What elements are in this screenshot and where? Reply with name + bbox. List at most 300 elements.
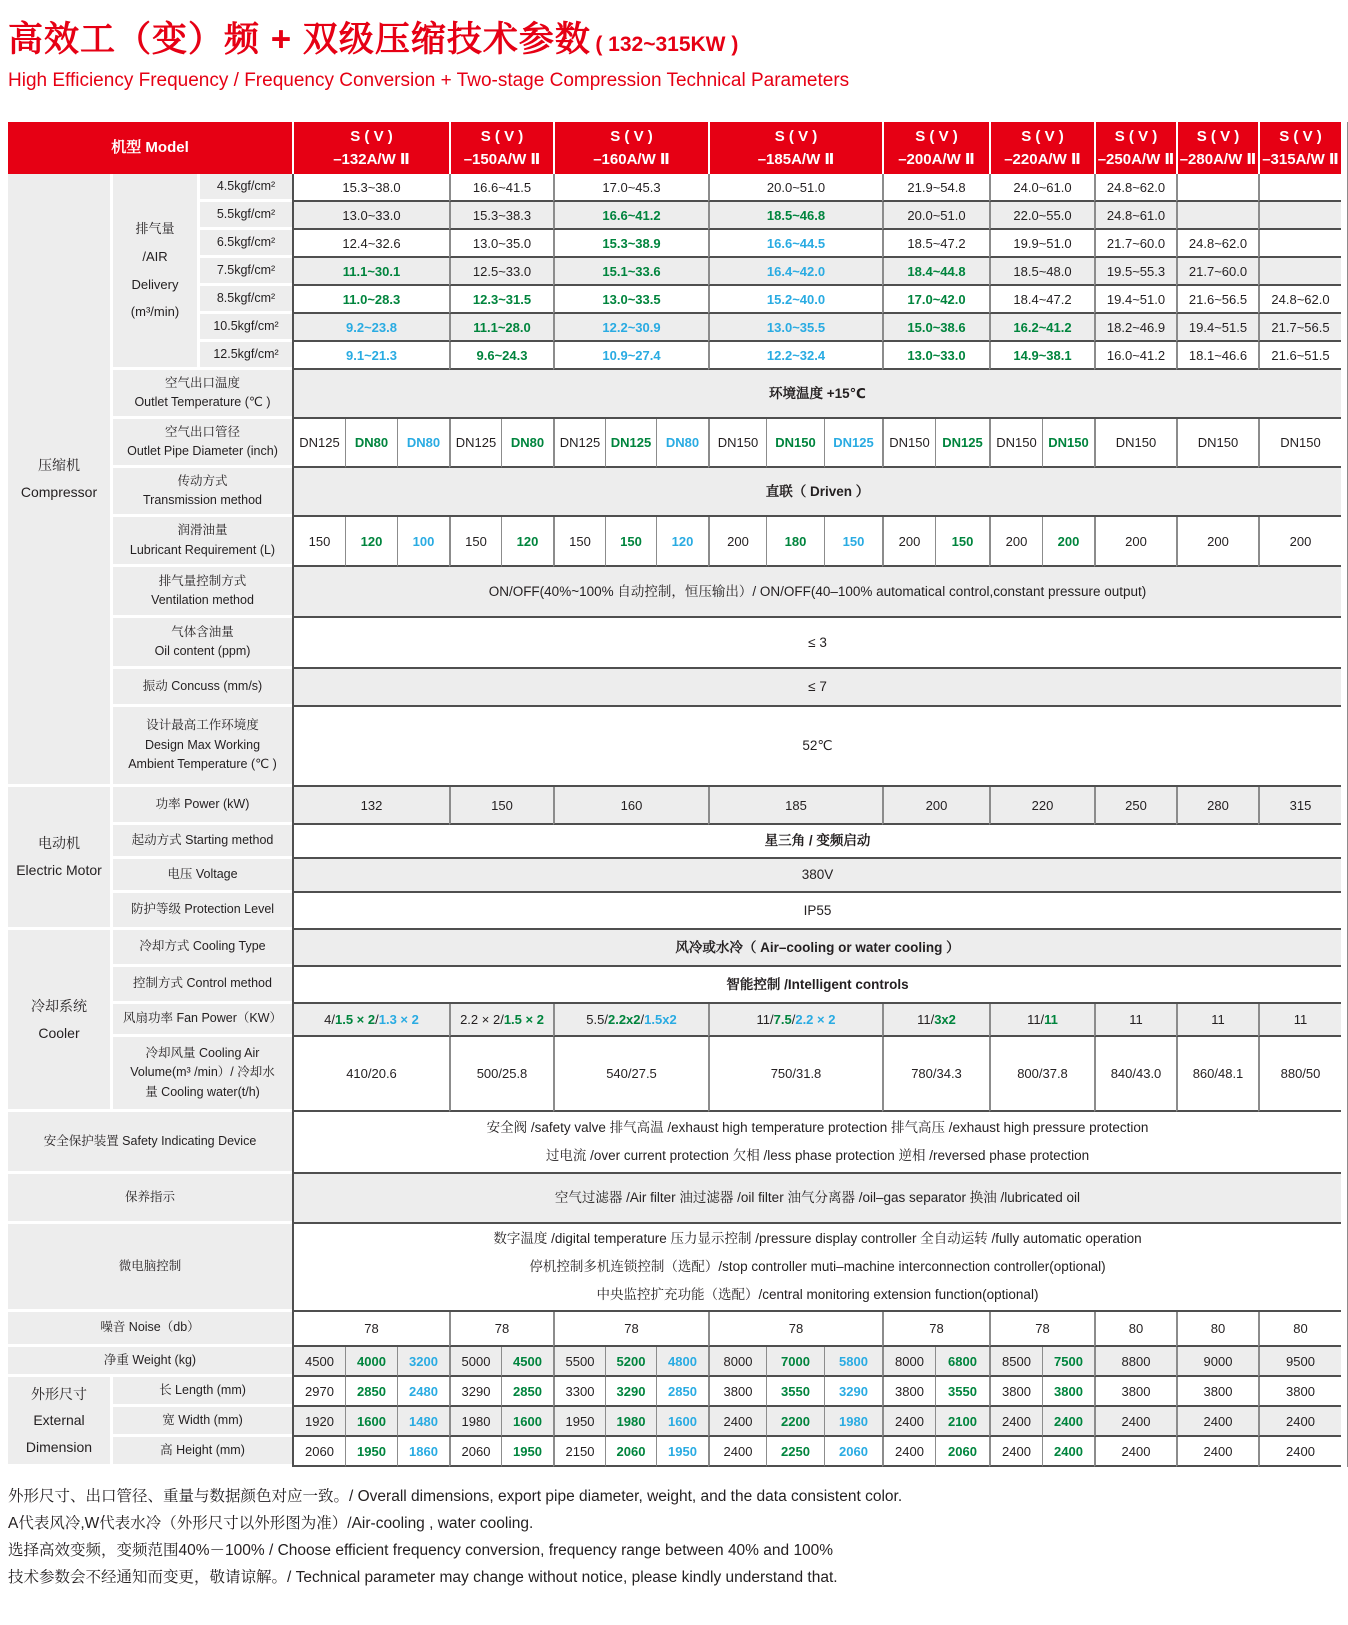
cell-value <box>668 1384 697 1399</box>
cell-lubricant-160-2 <box>656 517 708 567</box>
pressure-label-text: 7.5kgf/cm² <box>216 262 276 277</box>
value-segment: DN125 <box>559 435 601 450</box>
model-column-header-150 <box>449 122 553 174</box>
cell-value <box>785 534 807 549</box>
cell-weight-220-0 <box>989 1347 1042 1377</box>
value-segment: 21.9~54.8 <box>907 179 966 195</box>
cell-value <box>1271 320 1329 335</box>
text-line: 压缩机 <box>38 457 80 474</box>
cell-value <box>1035 1321 1049 1336</box>
spec-table <box>8 122 1348 1467</box>
value-segment: DN125 <box>455 435 497 450</box>
cell-value <box>1107 264 1165 279</box>
model-header-cell <box>8 122 292 174</box>
value-segment: 2400 <box>1002 1443 1031 1459</box>
cell-length-185-0 <box>708 1377 766 1407</box>
pressure-label-text: 8.5kgf/cm² <box>216 290 276 305</box>
cell-air-5-5-185 <box>708 202 882 230</box>
text-line: 环境温度 +15℃ <box>769 385 866 401</box>
cell-value <box>843 534 865 549</box>
cell-value <box>409 1414 438 1429</box>
cell-air-12-5-280 <box>1176 342 1258 370</box>
row-label-power <box>110 787 292 825</box>
cell-pipe-diameter-132-0 <box>292 419 345 468</box>
cell-weight-132-0 <box>292 1347 345 1377</box>
cell-value <box>1054 1444 1083 1459</box>
value-segment: 21.7~60.0 <box>1188 263 1248 279</box>
cell-value <box>767 320 825 335</box>
cell-value <box>462 1354 491 1369</box>
row-label-lubricant <box>110 517 292 567</box>
cell-value <box>1054 1354 1083 1369</box>
text-line: 排气量 <box>135 220 175 236</box>
cell-length-250-0 <box>1094 1377 1176 1407</box>
cell-width-160-1 <box>605 1407 656 1437</box>
value-segment: 78 <box>929 1321 944 1336</box>
cell-value <box>602 264 660 279</box>
cell-power-220 <box>989 787 1094 825</box>
cell-value <box>1002 1384 1031 1399</box>
category-label-power <box>8 787 110 930</box>
value-segment: 280 <box>1207 797 1229 813</box>
cell-value <box>413 534 435 549</box>
cell-value <box>513 1354 542 1369</box>
value-segment: 200 <box>1289 533 1312 549</box>
cell-value <box>1294 1012 1308 1027</box>
value-segment: 21.6~56.5 <box>1188 291 1248 307</box>
cell-value <box>1290 798 1312 813</box>
cell-air-12-5-315 <box>1258 342 1341 370</box>
cell-value <box>1017 1066 1068 1081</box>
value-segment: 1600 <box>668 1413 697 1429</box>
value-segment: 13.0~35.0 <box>472 235 532 251</box>
cell-value <box>343 264 400 279</box>
value-segment: 78 <box>788 1321 804 1336</box>
value-segment: 1980 <box>616 1413 646 1429</box>
row-label-pipe-diameter <box>110 419 292 468</box>
value-segment: 2850 <box>513 1383 542 1399</box>
pressure-label-text: 6.5kgf/cm² <box>216 234 276 249</box>
cell-air-8-5-220 <box>989 286 1094 314</box>
cell-value <box>1111 1066 1162 1081</box>
cell-weight-315-0 <box>1258 1347 1341 1377</box>
cell-value <box>473 208 531 223</box>
cell-value <box>785 798 807 813</box>
value-segment: 22.0~55.0 <box>1013 207 1072 223</box>
cell-value <box>511 435 544 450</box>
cell-value <box>357 1444 386 1459</box>
cell-value <box>309 534 331 549</box>
model-series-label: S ( V ) <box>1279 127 1322 145</box>
cell-value <box>781 1354 810 1369</box>
cell-lubricant-150-1 <box>501 517 553 567</box>
model-number-label: –160A/W Ⅱ <box>593 151 670 168</box>
cell-value <box>566 1384 595 1399</box>
cell-value <box>357 1354 386 1369</box>
cell-weight-185-2 <box>824 1347 882 1377</box>
cell-lubricant-132-0 <box>292 517 345 567</box>
text-line: /AIR <box>142 248 168 264</box>
value-segment: 200 <box>925 797 948 813</box>
pressure-label-text: 12.5kgf/cm² <box>213 346 279 361</box>
page-title-zh: 高效工（变）频 + 双级压缩技术参数 <box>8 20 591 59</box>
cell-weight-185-0 <box>708 1347 766 1377</box>
cell-starting-method <box>292 825 1341 859</box>
note-line: A代表风冷,W代表水冷（外形尺寸以外形图为准）/Air-cooling , water cooling. <box>8 1515 534 1533</box>
text-line: 空气出口温度 <box>164 375 240 390</box>
cell-value <box>560 435 600 450</box>
cell-width-185-1 <box>766 1407 824 1437</box>
cell-value <box>1125 798 1147 813</box>
value-segment: 180 <box>784 533 807 549</box>
text-line: 润滑油量 <box>177 523 228 538</box>
value-segment: 1920 <box>305 1413 334 1429</box>
text-line: Ventilation method <box>151 593 254 607</box>
cell-value <box>357 1414 386 1429</box>
cell-lubricant-185-1 <box>766 517 824 567</box>
cell-air-8-5-150 <box>449 286 553 314</box>
value-segment: 315 <box>1289 797 1312 813</box>
cell-cooling-air-volume-200 <box>882 1037 989 1112</box>
cell-air-12-5-132 <box>292 342 449 370</box>
cell-value <box>1189 320 1247 335</box>
value-segment: 20.0~51.0 <box>907 207 966 223</box>
cell-pipe-diameter-280-0 <box>1176 419 1258 468</box>
cell-value <box>1204 1384 1233 1399</box>
value-segment: 3800 <box>1121 1383 1151 1399</box>
cell-air-8-5-185 <box>708 286 882 314</box>
cell-value <box>1013 320 1071 335</box>
cell-noise-132 <box>292 1312 449 1347</box>
value-segment: 2060 <box>616 1443 646 1459</box>
row-label-cooling-type <box>110 930 292 967</box>
value-segment: 9000 <box>1203 1353 1233 1369</box>
cell-width-220-1 <box>1042 1407 1094 1437</box>
model-column-header-200 <box>882 122 989 174</box>
cell-value <box>1286 1414 1315 1429</box>
cell-value <box>342 236 400 251</box>
value-segment: 200 <box>898 533 921 549</box>
cell-air-6-5-160 <box>553 230 708 258</box>
value-segment: 160 <box>620 797 643 813</box>
cell-length-150-0 <box>449 1377 501 1407</box>
value-segment: DN150 <box>1115 435 1157 450</box>
cell-weight-160-2 <box>656 1347 708 1377</box>
value-segment: 200 <box>1005 533 1028 549</box>
value-segment: 80 <box>1210 1321 1226 1336</box>
value-segment: 15.1~33.6 <box>602 263 661 279</box>
cell-weight-200-1 <box>935 1347 989 1377</box>
cell-value <box>1204 1354 1233 1369</box>
cell-value <box>495 1321 509 1336</box>
cell-length-220-1 <box>1042 1377 1094 1407</box>
cell-value <box>781 1414 810 1429</box>
model-column-header-220 <box>989 122 1094 174</box>
value-segment: 880/50 <box>1280 1066 1321 1081</box>
value-segment: 2060 <box>948 1443 977 1459</box>
value-segment: 12.2~32.4 <box>766 347 826 363</box>
value-segment: 860/48.1 <box>1192 1066 1244 1081</box>
cell-length-132-1 <box>345 1377 397 1407</box>
cell-cooling-air-volume-150 <box>449 1037 553 1112</box>
page-title <box>8 12 1348 62</box>
cell-value <box>926 798 948 813</box>
value-segment: 2850 <box>668 1383 697 1399</box>
value-segment: 120 <box>516 533 539 549</box>
cell-width-132-0 <box>292 1407 345 1437</box>
cell-air-8-5-315 <box>1258 286 1341 314</box>
value-segment: 3290 <box>461 1383 491 1399</box>
cell-value <box>1006 534 1028 549</box>
cell-value <box>409 1384 438 1399</box>
text-line: 净重 Weight (kg) <box>103 1352 197 1367</box>
value-segment: 21.6~51.5 <box>1271 347 1330 363</box>
cell-value <box>606 1066 657 1081</box>
text-line: 起动方式 Starting method <box>131 832 274 847</box>
cell-value <box>566 1414 595 1429</box>
cell-weight-150-1 <box>501 1347 553 1377</box>
cell-weight-160-0 <box>553 1347 605 1377</box>
text-line: 安全阀 /safety valve 排气高温 /exhaust high temperature protection 排气高压 /exhaust high pressure protection <box>486 1120 1149 1136</box>
cell-width-160-0 <box>553 1407 605 1437</box>
value-segment: 12.3~31.5 <box>472 291 532 307</box>
text-line: Design Max Working <box>144 737 261 752</box>
cell-air-12-5-150 <box>449 342 553 370</box>
cell-value <box>342 208 400 223</box>
value-segment: 150 <box>842 533 865 549</box>
model-column-header-160 <box>553 122 708 174</box>
row-label-fan-power <box>110 1004 292 1037</box>
cell-width-315-0 <box>1258 1407 1341 1437</box>
value-segment: 9500 <box>1286 1353 1315 1369</box>
cell-weight-185-1 <box>766 1347 824 1377</box>
value-segment: 2400 <box>1203 1413 1233 1429</box>
cell-value <box>907 180 965 195</box>
value-segment: 12.2~30.9 <box>602 319 661 335</box>
row-label-microcomputer <box>8 1224 292 1312</box>
cell-height-132-2 <box>397 1437 449 1467</box>
value-segment: 78 <box>1035 1321 1050 1336</box>
value-segment: 410/20.6 <box>346 1066 397 1081</box>
value-segment: 18.4~44.8 <box>907 263 966 279</box>
cell-value <box>668 1354 697 1369</box>
cell-value <box>839 1384 868 1399</box>
value-segment: 11 <box>1211 1012 1225 1027</box>
text-line: 高 Height (mm) <box>160 1442 245 1457</box>
cell-pipe-diameter-185-0 <box>708 419 766 468</box>
value-segment: 2100 <box>948 1413 977 1429</box>
text-line: 冷却系统 <box>31 997 87 1014</box>
cell-value <box>1013 208 1071 223</box>
cell-air-5-5-220 <box>989 202 1094 230</box>
value-segment: 11.1~30.1 <box>342 263 401 279</box>
cell-value <box>1002 1354 1031 1369</box>
cell-fan-power-132 <box>292 1004 449 1037</box>
value-segment: 200 <box>727 533 749 549</box>
cell-value <box>343 292 400 307</box>
cell-fan-power-185 <box>708 1004 882 1037</box>
cell-weight-132-1 <box>345 1347 397 1377</box>
text-line: Lubricant Requirement (L) <box>129 542 276 557</box>
cell-air-5-5-132 <box>292 202 449 230</box>
value-segment: 17.0~45.3 <box>602 179 661 195</box>
value-segment: 11/ <box>1027 1012 1045 1027</box>
value-segment: 800/37.8 <box>1017 1066 1068 1081</box>
cell-width-132-1 <box>345 1407 397 1437</box>
cell-air-4-5-315 <box>1258 174 1341 202</box>
value-segment: 8000 <box>895 1353 924 1369</box>
value-segment: 2060 <box>305 1443 334 1459</box>
pressure-label-air-4-5 <box>197 174 292 202</box>
text-line: 长 Length (mm) <box>159 1382 246 1397</box>
cell-length-185-2 <box>824 1377 882 1407</box>
cell-air-6-5-220 <box>989 230 1094 258</box>
cell-value <box>460 1012 544 1027</box>
value-segment: 2.2 × 2 <box>795 1012 836 1027</box>
cell-value <box>1129 1321 1143 1336</box>
cell-air-4-5-150 <box>449 174 553 202</box>
cell-value <box>718 435 758 450</box>
cell-air-10-5-150 <box>449 314 553 342</box>
value-segment: 150 <box>465 533 487 549</box>
cell-value <box>1286 1384 1315 1399</box>
text-line: 气体含油量 <box>171 624 234 639</box>
category-label-air-4-5 <box>8 174 110 787</box>
cell-value <box>1013 348 1071 363</box>
cell-value <box>346 348 397 363</box>
cell-noise-220 <box>989 1312 1094 1347</box>
cell-value <box>1013 180 1071 195</box>
cell-value <box>1211 1321 1225 1336</box>
cell-air-6-5-132 <box>292 230 449 258</box>
cell-pipe-diameter-160-0 <box>553 419 605 468</box>
cell-air-8-5-132 <box>292 286 449 314</box>
cell-value <box>473 264 531 279</box>
value-segment: 13.0~33.0 <box>342 207 401 223</box>
cell-value <box>895 1384 924 1399</box>
value-segment: 2400 <box>1121 1413 1151 1429</box>
cell-lubricant-200-1 <box>935 517 989 567</box>
cell-air-5-5-160 <box>553 202 708 230</box>
cell-value <box>1027 1012 1058 1027</box>
cell-value <box>1290 534 1312 549</box>
cell-weight-280-0 <box>1176 1347 1258 1377</box>
cell-value <box>617 1414 646 1429</box>
value-segment: 1980 <box>461 1413 491 1429</box>
cell-air-7-5-132 <box>292 258 449 286</box>
cell-length-185-1 <box>766 1377 824 1407</box>
cell-value <box>1293 1321 1307 1336</box>
cell-width-160-2 <box>656 1407 708 1437</box>
cell-fan-power-200 <box>882 1004 989 1037</box>
cell-value <box>305 1414 334 1429</box>
cell-pipe-diameter-200-0 <box>882 419 935 468</box>
value-segment: 19.5~55.3 <box>1106 263 1166 279</box>
cell-value <box>1054 1384 1083 1399</box>
note-line: 技术参数会不经通知而变更，敬请谅解。/ Technical parameter may change without notice, please kindly understand that. <box>8 1569 838 1587</box>
cell-value <box>1198 435 1238 450</box>
value-segment: 16.0~41.2 <box>1106 347 1166 363</box>
text-line: ≤ 3 <box>808 634 827 650</box>
cell-air-7-5-150 <box>449 258 553 286</box>
cell-value <box>899 534 921 549</box>
cell-air-7-5-220 <box>989 258 1094 286</box>
cell-air-12-5-185 <box>708 342 882 370</box>
value-segment: DN150 <box>1048 435 1089 450</box>
value-segment: 19.9~51.0 <box>1013 235 1072 251</box>
cell-length-200-0 <box>882 1377 935 1407</box>
value-segment: 3550 <box>781 1383 810 1399</box>
text-line: 安全保护装置 Safety Indicating Device <box>43 1133 257 1148</box>
value-segment: 200 <box>1125 533 1147 549</box>
cell-value <box>889 435 929 450</box>
cell-value <box>1125 534 1147 549</box>
cell-value <box>611 435 651 450</box>
model-series-label: S ( V ) <box>774 127 818 145</box>
value-segment: 5800 <box>839 1353 868 1369</box>
value-segment: DN150 <box>1197 435 1239 450</box>
cell-length-280-0 <box>1176 1377 1258 1407</box>
cell-value <box>952 534 974 549</box>
cell-protection-level <box>292 893 1341 930</box>
cell-control-method <box>292 967 1341 1004</box>
cell-air-6-5-185 <box>708 230 882 258</box>
value-segment: 17.0~42.0 <box>907 291 966 307</box>
text-line: Delivery <box>131 276 179 292</box>
cell-air-6-5-150 <box>449 230 553 258</box>
cell-width-185-2 <box>824 1407 882 1437</box>
model-header-label: 机型 Model <box>111 139 189 157</box>
model-number-label: –220A/W Ⅱ <box>1004 151 1081 168</box>
cell-air-10-5-132 <box>292 314 449 342</box>
cell-value <box>346 1066 397 1081</box>
cell-value <box>602 292 660 307</box>
text-line: 微电脑控制 <box>118 1258 182 1273</box>
value-segment: 19.4~51.0 <box>1106 291 1166 307</box>
cell-pipe-diameter-250-0 <box>1094 419 1176 468</box>
value-segment: 11/ <box>756 1012 774 1027</box>
value-segment: 24.0~61.0 <box>1013 179 1072 195</box>
cell-lubricant-220-0 <box>989 517 1042 567</box>
value-segment: 4800 <box>668 1353 697 1369</box>
row-label-starting-method <box>110 825 292 859</box>
value-segment: 1600 <box>357 1413 386 1429</box>
cell-value <box>357 1384 386 1399</box>
row-label-noise <box>8 1312 292 1347</box>
row-label-length <box>110 1377 292 1407</box>
value-segment: 78 <box>624 1321 639 1336</box>
value-segment: 5.5/ <box>586 1012 608 1027</box>
text-line: 停机控制多机连锁控制（选配）/stop controller muti–machine interconnection controller(optional) <box>529 1259 1106 1275</box>
cell-air-7-5-280 <box>1176 258 1258 286</box>
value-segment: 16.6~44.5 <box>766 235 826 251</box>
cell-value <box>473 292 531 307</box>
cell-value <box>602 348 660 363</box>
cell-value <box>602 320 660 335</box>
model-series-label: S ( V ) <box>610 127 653 145</box>
cell-value <box>767 180 825 195</box>
value-segment: 185 <box>785 797 807 813</box>
value-segment: 15.2~40.0 <box>766 291 826 307</box>
cell-width-132-2 <box>397 1407 449 1437</box>
cell-value <box>895 1354 924 1369</box>
cell-height-315-0 <box>1258 1437 1341 1467</box>
cell-air-10-5-160 <box>553 314 708 342</box>
page-title-kw-range: ( 132~315KW ) <box>595 33 739 56</box>
value-segment: DN150 <box>775 435 816 450</box>
cell-air-12-5-200 <box>882 342 989 370</box>
value-segment: 3290 <box>616 1383 646 1399</box>
